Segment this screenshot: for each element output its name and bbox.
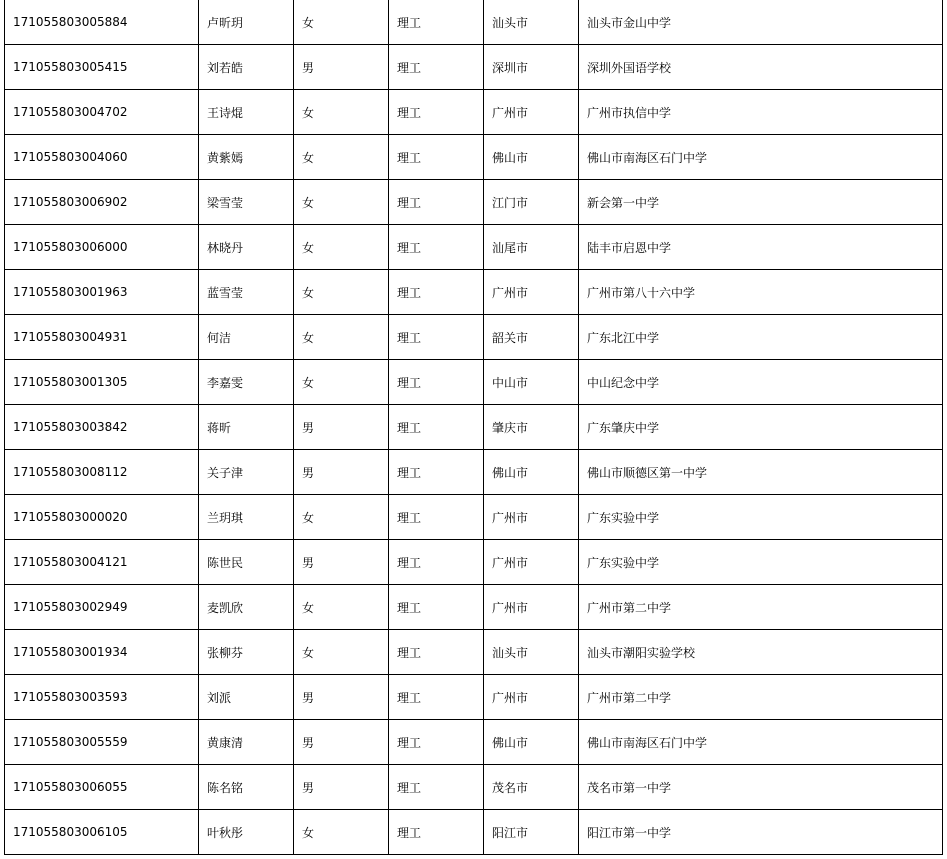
gender-cell: 男 [294,675,389,720]
student-name-cell: 林晓丹 [199,225,294,270]
city-cell: 广州市 [484,270,579,315]
city-cell: 佛山市 [484,450,579,495]
candidate-id-cell: 171055803001934 [5,630,199,675]
gender-cell: 女 [294,225,389,270]
gender-cell: 男 [294,405,389,450]
student-name-cell: 刘派 [199,675,294,720]
school-cell: 陆丰市启恩中学 [579,225,943,270]
city-cell: 汕头市 [484,0,579,45]
city-cell: 汕头市 [484,630,579,675]
student-name-cell: 张柳芬 [199,630,294,675]
subject-type-cell: 理工 [389,270,484,315]
gender-cell: 女 [294,90,389,135]
student-name-cell: 陈名铭 [199,765,294,810]
table-row [5,0,943,45]
student-name-cell: 何洁 [199,315,294,360]
gender-cell: 女 [294,180,389,225]
candidate-id-cell: 171055803008112 [5,450,199,495]
city-cell: 阳江市 [484,810,579,855]
table-row [5,135,943,180]
school-cell: 广州市第二中学 [579,585,943,630]
school-cell: 广州市第八十六中学 [579,270,943,315]
candidate-id-cell: 171055803006902 [5,180,199,225]
subject-type-cell: 理工 [389,405,484,450]
school-cell: 佛山市南海区石门中学 [579,135,943,180]
school-cell: 广东实验中学 [579,495,943,540]
student-name-cell: 李嘉雯 [199,360,294,405]
candidate-id-cell: 171055803004702 [5,90,199,135]
subject-type-cell: 理工 [389,45,484,90]
city-cell: 广州市 [484,675,579,720]
candidate-id-cell: 171055803005415 [5,45,199,90]
city-cell: 佛山市 [484,720,579,765]
school-cell: 广州市第二中学 [579,675,943,720]
city-cell: 韶关市 [484,315,579,360]
student-name-cell: 麦凯欣 [199,585,294,630]
subject-type-cell: 理工 [389,225,484,270]
table-row [5,225,943,270]
city-cell: 茂名市 [484,765,579,810]
subject-type-cell: 理工 [389,540,484,585]
student-name-cell: 梁雪莹 [199,180,294,225]
table-row [5,360,943,405]
candidate-id-cell: 171055803000020 [5,495,199,540]
table-row [5,630,943,675]
school-cell: 茂名市第一中学 [579,765,943,810]
student-name-cell: 兰玥琪 [199,495,294,540]
candidate-id-cell: 171055803004060 [5,135,199,180]
school-cell: 新会第一中学 [579,180,943,225]
subject-type-cell: 理工 [389,720,484,765]
candidate-id-cell: 171055803006055 [5,765,199,810]
gender-cell: 女 [294,270,389,315]
city-cell: 广州市 [484,585,579,630]
roster-sheet [4,0,943,855]
candidate-id-cell: 171055803004931 [5,315,199,360]
table-row [5,675,943,720]
subject-type-cell: 理工 [389,675,484,720]
school-cell: 汕头市潮阳实验学校 [579,630,943,675]
table-row [5,495,943,540]
school-cell: 中山纪念中学 [579,360,943,405]
table-row [5,315,943,360]
table-row [5,45,943,90]
student-name-cell: 关子津 [199,450,294,495]
candidate-id-cell: 171055803005884 [5,0,199,45]
subject-type-cell: 理工 [389,630,484,675]
subject-type-cell: 理工 [389,135,484,180]
student-name-cell: 叶秋彤 [199,810,294,855]
roster-table-body [5,0,943,855]
subject-type-cell: 理工 [389,0,484,45]
gender-cell: 女 [294,585,389,630]
roster-table [4,0,943,855]
city-cell: 深圳市 [484,45,579,90]
candidate-id-cell: 171055803003842 [5,405,199,450]
student-name-cell: 黄紫嫣 [199,135,294,180]
gender-cell: 女 [294,315,389,360]
subject-type-cell: 理工 [389,360,484,405]
school-cell: 深圳外国语学校 [579,45,943,90]
gender-cell: 男 [294,450,389,495]
table-row [5,720,943,765]
city-cell: 中山市 [484,360,579,405]
subject-type-cell: 理工 [389,810,484,855]
student-name-cell: 陈世民 [199,540,294,585]
subject-type-cell: 理工 [389,585,484,630]
table-row [5,90,943,135]
student-name-cell: 卢昕玥 [199,0,294,45]
school-cell: 佛山市南海区石门中学 [579,720,943,765]
school-cell: 广东北江中学 [579,315,943,360]
table-row [5,765,943,810]
city-cell: 广州市 [484,495,579,540]
school-cell: 汕头市金山中学 [579,0,943,45]
gender-cell: 男 [294,45,389,90]
school-cell: 广东实验中学 [579,540,943,585]
subject-type-cell: 理工 [389,180,484,225]
table-row [5,810,943,855]
table-row [5,405,943,450]
candidate-id-cell: 171055803001963 [5,270,199,315]
city-cell: 江门市 [484,180,579,225]
gender-cell: 女 [294,630,389,675]
city-cell: 肇庆市 [484,405,579,450]
city-cell: 汕尾市 [484,225,579,270]
candidate-id-cell: 171055803006000 [5,225,199,270]
candidate-id-cell: 171055803002949 [5,585,199,630]
candidate-id-cell: 171055803004121 [5,540,199,585]
table-row [5,270,943,315]
candidate-id-cell: 171055803003593 [5,675,199,720]
school-cell: 广州市执信中学 [579,90,943,135]
city-cell: 广州市 [484,540,579,585]
city-cell: 广州市 [484,90,579,135]
subject-type-cell: 理工 [389,315,484,360]
gender-cell: 女 [294,135,389,180]
gender-cell: 女 [294,810,389,855]
table-row [5,585,943,630]
student-name-cell: 刘若皓 [199,45,294,90]
table-row [5,450,943,495]
subject-type-cell: 理工 [389,450,484,495]
table-row [5,180,943,225]
candidate-id-cell: 171055803006105 [5,810,199,855]
gender-cell: 女 [294,360,389,405]
school-cell: 佛山市顺德区第一中学 [579,450,943,495]
student-name-cell: 黄康清 [199,720,294,765]
student-name-cell: 蓝雪莹 [199,270,294,315]
gender-cell: 女 [294,0,389,45]
candidate-id-cell: 171055803005559 [5,720,199,765]
student-name-cell: 蒋昕 [199,405,294,450]
subject-type-cell: 理工 [389,765,484,810]
gender-cell: 男 [294,720,389,765]
subject-type-cell: 理工 [389,495,484,540]
gender-cell: 男 [294,540,389,585]
city-cell: 佛山市 [484,135,579,180]
candidate-id-cell: 171055803001305 [5,360,199,405]
student-name-cell: 王诗焜 [199,90,294,135]
school-cell: 阳江市第一中学 [579,810,943,855]
table-row [5,540,943,585]
school-cell: 广东肇庆中学 [579,405,943,450]
gender-cell: 女 [294,495,389,540]
gender-cell: 男 [294,765,389,810]
subject-type-cell: 理工 [389,90,484,135]
